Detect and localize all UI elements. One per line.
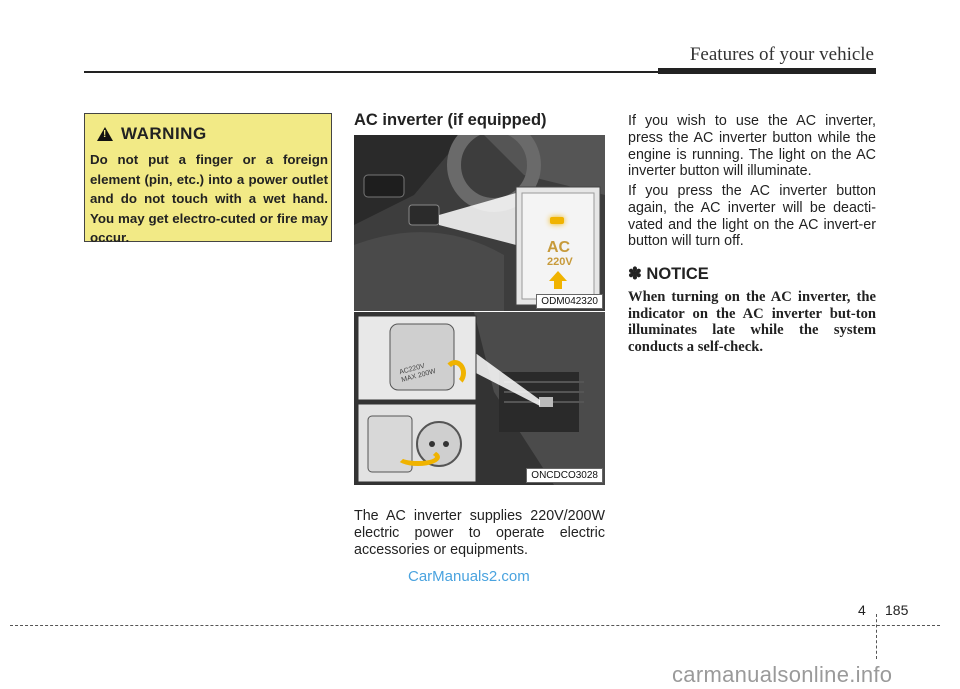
warning-heading (97, 124, 207, 144)
ac-button-label: AC (547, 239, 571, 256)
figure-ac-button (354, 135, 605, 311)
figure-code: ODM042320 (536, 294, 603, 309)
chapter-number: 4 (858, 602, 866, 618)
dashboard-illustration (354, 135, 605, 311)
notice-text: When turning on the AC inverter, the indicator on the AC inverter but-ton illuminates late while the system conducts a self-check. (628, 289, 876, 355)
running-header: Features of your vehicle (689, 44, 874, 65)
warning-text: Do not put a finger or a foreign element (pin, etc.) into a power outlet and do not touch with a wet hand. You may get electro-cuted or fire may occur. (90, 152, 328, 245)
arrow-up-icon (549, 271, 567, 281)
body-paragraph: If you wish to use the AC inverter, press the AC inverter button while the engine is running. The light on the AC inverter button will illuminate. (628, 113, 876, 180)
indicator-light-icon (550, 217, 564, 224)
arrow-up-stem (554, 281, 562, 289)
cargo-illustration (354, 312, 605, 485)
outlet-label: AC220V MAX 200W (398, 362, 437, 384)
page-number: 185 (885, 602, 909, 618)
warning-triangle-icon (97, 127, 113, 141)
footer-divider (876, 614, 877, 659)
section-description: The AC inverter supplies 220V/200W electric power to operate electric accessories or equipments. (354, 508, 605, 558)
watermark-link[interactable]: CarManuals2.com (408, 568, 530, 585)
warning-title: WARNING (121, 124, 207, 143)
figure-ac-outlet (354, 312, 605, 485)
section-title: AC inverter (if equipped) (354, 111, 547, 129)
open-arrow-icon (396, 448, 440, 466)
header-rule-accent (658, 68, 876, 74)
footer-rule (10, 625, 940, 626)
ac-button-voltage: 220V (547, 256, 573, 268)
warning-box (84, 113, 332, 245)
site-footer-link[interactable]: carmanualsonline.info (672, 662, 893, 687)
rotate-arrow-icon (444, 360, 466, 386)
figure-code: ONCDCO3028 (526, 468, 603, 483)
body-paragraph: If you press the AC inverter button again, the AC inverter will be deacti-vated and the light on the AC invert-er button will turn off. (628, 183, 876, 250)
notice-title: ✽ NOTICE (628, 265, 709, 283)
